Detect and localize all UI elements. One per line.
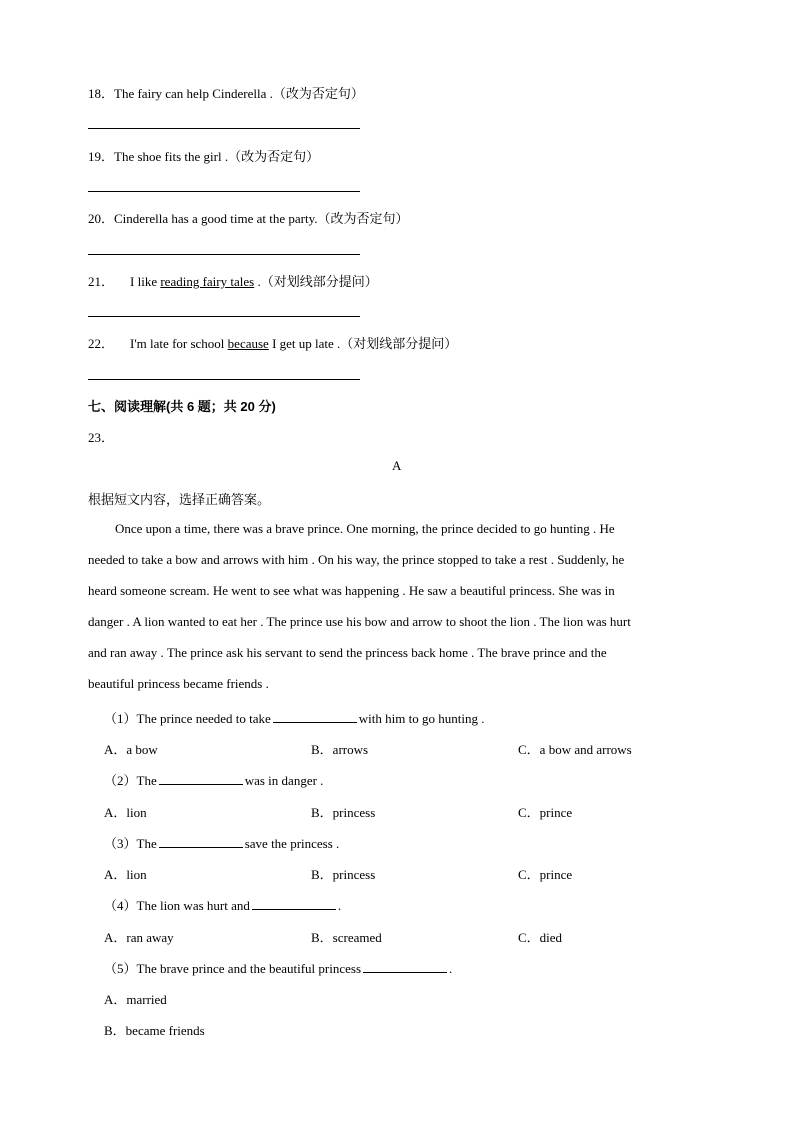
question-number: 19． [88,149,115,164]
question-text: The fairy can help Cinderella .（改为否定句） [114,86,364,101]
section-title: 七、阅读理解(共 6 题；共 20 分) [88,399,276,414]
question-number: 18． [88,86,115,101]
question-number: 20． [88,211,115,226]
answer-line[interactable] [88,128,360,129]
underlined-phrase: because [227,336,269,351]
sub-question-5 [104,958,452,977]
sub-question-4 [104,895,341,914]
option-a[interactable]: A．married [104,992,167,1007]
question-text: Cinderella has a good time at the party.（改为否定句） [114,211,409,226]
sub-question-2 [104,770,323,789]
stem-text: was in danger . [244,773,324,788]
sub-question-1 [104,708,484,727]
question-19 [88,146,319,165]
instruction-text: 根据短文内容，选择正确答案。 [88,492,271,507]
question-18 [88,83,364,102]
question-text: I get up late .（对划线部分提问） [268,336,458,351]
answer-blank[interactable] [273,710,357,723]
stem-text: （4）The lion was hurt and [104,898,250,913]
question-20 [88,208,409,227]
stem-text: save the princess . [244,836,340,851]
option-c[interactable]: C．a bow and arrows [518,742,632,757]
question-21 [88,271,378,290]
question-number: 22． [88,336,115,351]
passage-line: Once upon a time, there was a brave prince. One morning, the prince decided to go hunting . He [115,521,615,536]
question-text: I like [130,274,161,289]
stem-text: . [449,961,453,976]
question-number-23: 23． [88,430,115,445]
answer-line[interactable] [88,316,360,317]
answer-blank[interactable] [159,772,243,785]
stem-text: （5）The brave prince and the beautiful princess [104,961,362,976]
stem-text: with him to go hunting . [358,711,485,726]
passage-line: needed to take a bow and arrows with him . On his way, the prince stopped to take a rest . Suddenly, he [88,552,625,567]
question-number: 21． [88,274,115,289]
question-text: I'm late for school [130,336,228,351]
passage-label: A [392,458,402,473]
question-22 [88,333,457,352]
option-b[interactable]: B．arrows [311,742,369,757]
sub-question-3 [104,833,339,852]
option-b[interactable]: B．screamed [311,930,382,945]
answer-blank[interactable] [363,960,447,973]
answer-line[interactable] [88,379,360,380]
passage-line: beautiful princess became friends . [88,676,269,691]
question-text: .（对划线部分提问） [254,274,378,289]
stem-text: （1）The prince needed to take [104,711,271,726]
passage-line: danger . A lion wanted to eat her . The prince use his bow and arrow to shoot the lion . The lion was hurt [88,614,631,629]
underlined-phrase: reading fairy tales [160,274,255,289]
option-b[interactable]: B．princess [311,805,376,820]
option-a[interactable]: A．ran away [104,930,174,945]
option-c[interactable]: C．prince [518,867,573,882]
answer-blank[interactable] [159,835,243,848]
option-b[interactable]: B．became friends [104,1023,205,1038]
answer-blank[interactable] [252,897,336,910]
stem-text: （2）The [104,773,157,788]
passage-line: heard someone scream. He went to see what was happening . He saw a beautiful princess. She was in [88,583,615,598]
option-a[interactable]: A．a bow [104,742,158,757]
answer-line[interactable] [88,191,360,192]
passage-line: and ran away . The prince ask his servant to send the princess back home . The brave prince and the [88,645,607,660]
option-c[interactable]: C．died [518,930,563,945]
question-text: The shoe fits the girl .（改为否定句） [114,149,320,164]
option-a[interactable]: A．lion [104,805,147,820]
stem-text: （3）The [104,836,157,851]
option-a[interactable]: A．lion [104,867,147,882]
answer-line[interactable] [88,254,360,255]
stem-text: . [337,898,342,913]
option-b[interactable]: B．princess [311,867,376,882]
option-c[interactable]: C．prince [518,805,573,820]
